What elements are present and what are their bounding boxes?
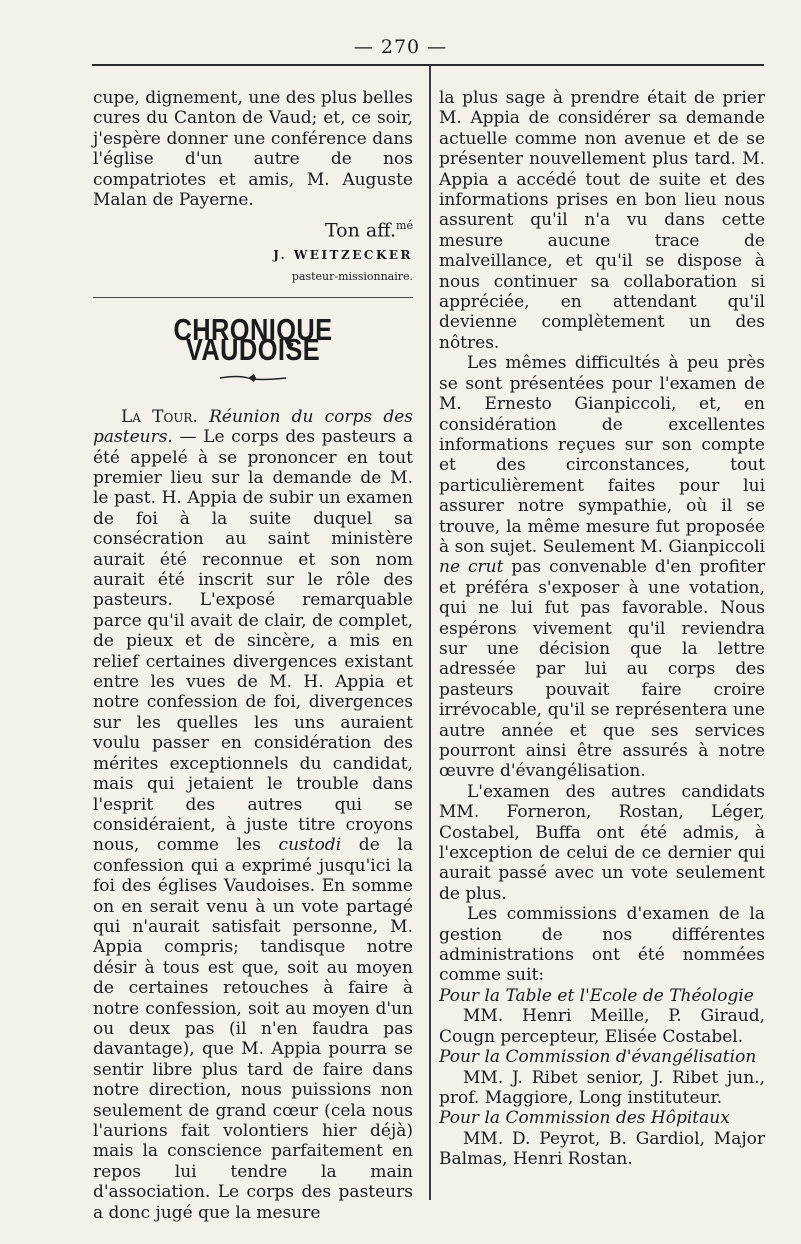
ornament-divider-icon: [218, 373, 288, 383]
article-paragraph-3: L'examen des autres candidats MM. Forneron, Rostan, Léger, Costabel, Buffa ont été admis, à l'exception de celui de ce dernier qui aurait passé avec un vote seulement de plus.: [439, 781, 765, 904]
page-number: — 270 —: [353, 36, 448, 58]
letter-end-rule: [93, 297, 413, 298]
column-divider: [429, 66, 431, 1200]
article-paragraph-2: [439, 353, 765, 782]
commission-members-hopitaux: MM. D. Peyrot, B. Gardiol, Major Balmas, Henri Rostan.: [439, 1128, 765, 1170]
paragraph-2-text-a: Les mêmes difficultés à peu près se sont présentées pour l'examen de M. Ernesto Gianpiccoli, et, en considération de excellentes informations reçues sur son compte et des circonstances, tout particulièrement faites pour lui assurer notre sympathie, où il se trouve, la même mesure fut proposée à son sujet. Seulement M. Gianpiccoli: [439, 353, 765, 557]
paragraph-2-text-b: pas convenable d'en profiter et préféra s'exposer à une votation, qui ne lui fut pas favorable. Nous espérons vivement qu'il reviendra sur une décision que la lettre adressée par lui au corps des pasteurs pouvait faire croire irrévocable, qu'il se représentera une autre année et que ses services pourront ainsi être assurés à notre œuvre d'évangélisation.: [439, 557, 765, 782]
article-paragraph-4: Les commissions d'examen de la gestion de nos différentes administrations ont été nommées comme suit:: [439, 904, 765, 986]
commission-heading-hopitaux: Pour la Commission des Hôpitaux: [439, 1108, 730, 1129]
commission-heading-evangelisation: Pour la Commission d'évangélisation: [439, 1047, 757, 1068]
article-paragraph-1: [93, 407, 413, 1223]
header-rule: [92, 64, 764, 66]
commission-members-table: MM. Henri Meille, P. Giraud, Cougn percepteur, Elisée Costabel.: [439, 1006, 765, 1047]
commission-members-evangelisation: MM. J. Ribet senior, J. Ribet jun., prof. Maggiore, Long instituteur.: [439, 1067, 765, 1108]
article-paragraph-continued: la plus sage à prendre était de prier M. Appia de considérer sa demande actuelle comme non avenue et de se présenter nouvellement plus tard. M. Appia a accédé tout de suite et des informations prises en bon lieu nous assurent qu'il n'a vu dans cette mesure aucune trace de malveillance, et qu'il se dispose à nous continuer sa collaboration si appréciée, en attendant qu'il devienne complètement un des nôtres.: [439, 88, 765, 353]
signoff-superscript: mé: [396, 219, 413, 233]
place-heading: La Tour.: [121, 406, 198, 427]
right-column: [439, 88, 765, 1170]
article-text-b: de la confession qui a exprimé jusqu'ici la foi des églises Vaudoises. En somme on en serait venu à un vote partagé qui n'aurait satisfait personne, M. Appia compris; tandisque notre désir à tous est que, soit au moyen de certaines retouches à faire à notre confession, soit au moyen d'un ou deux pas (il n'en faudra pas davantage), que M. Appia pourra se sentir libre plus tard de faire dans notre direction, nous puissions non seulement de grand cœur (cela nous l'aurions fait volontiers hier déjà) mais la conscience parfaitement en repos lui tendre la main d'association. Le corps des pasteurs a donc jugé que la mesure: [93, 835, 413, 1223]
signoff-text: Ton aff.: [324, 219, 397, 242]
paragraph-2-italic: ne crut: [439, 557, 504, 578]
signature-title: pasteur-missionnaire.: [291, 269, 413, 283]
article-subheading: Réunion du corps des pasteurs.: [93, 406, 414, 448]
commission-heading-table: Pour la Table et l'Ecole de Théologie: [439, 985, 754, 1006]
signoff: [93, 216, 413, 241]
letter-closing-text: cupe, dignement, une des plus belles cures du Canton de Vaud; et, ce soir, j'espère donner une conférence dans l'église d'un autre de nos compatriotes et amis, M. Auguste Malan de Payerne.: [93, 88, 413, 211]
custodi-term: custodi: [278, 835, 342, 856]
article-text-a: — Le corps des pasteurs a été appelé à se prononcer en tout premier lieu sur la demande de M. le past. H. Appia de subir un examen de foi à la suite duquel sa consécration au saint ministère aurait été reconnue et son nom aurait été inscrit sur le rôle des pasteurs. L'exposé remarquable parce qu'il avait de clair, de complet, de pieux et de sincère, a mis en relief certaines divergences existant entre les vues de M. H. Appia et notre confession de foi, divergences sur les quelles les uns auraient voulu passer en considération des mérites exceptionnels du candidat, mais qui jetaient le trouble dans l'esprit des autres qui se considéraient, à juste titre croyons nous, comme les: [93, 427, 413, 856]
left-column: [93, 88, 413, 1223]
section-title: CHRONIQUE VAUDOISE: [173, 311, 333, 368]
signature-name: J. WEITZECKER: [273, 248, 413, 263]
